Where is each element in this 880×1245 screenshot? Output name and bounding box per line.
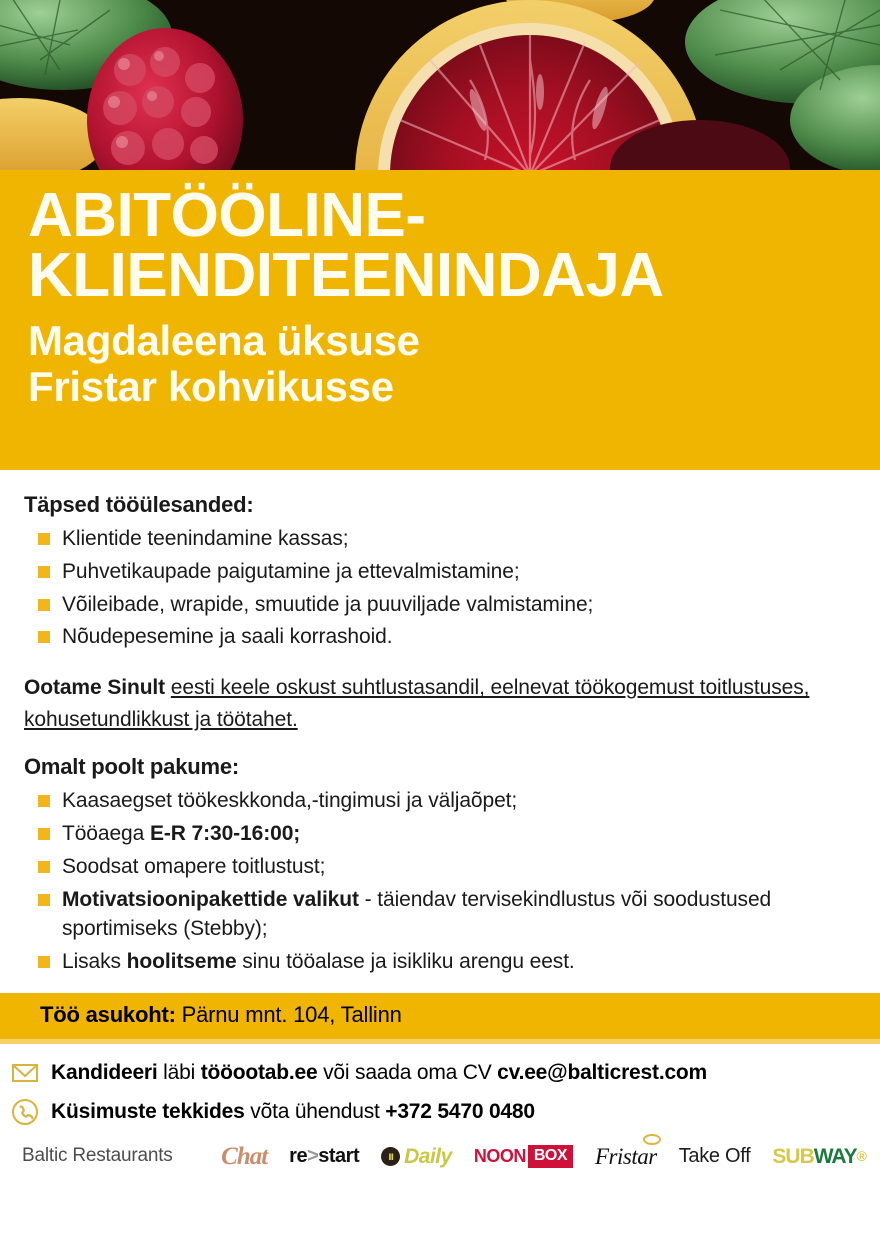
apply-row[interactable] <box>10 1058 870 1088</box>
expectations-lead: Ootame Sinult <box>24 676 166 700</box>
daily-cutlery-icon: ıı <box>381 1147 400 1166</box>
logo-restart-part2: start <box>318 1145 360 1168</box>
list-item-label: Võileibade, wrapide, smuutide ja puuviljade valmistamine; <box>62 592 594 616</box>
tasks-list <box>36 524 856 652</box>
fruit-photo-illustration <box>0 0 880 170</box>
logo-subway-part2: WAY <box>813 1144 857 1168</box>
phone-bold-1: Küsimuste tekkides <box>51 1100 245 1124</box>
body-content <box>0 470 880 977</box>
list-item-label: Nõudepesemine ja saali korrashoid. <box>62 625 393 649</box>
bullet-square-icon <box>38 861 50 873</box>
offer-pre: Soodsat omapere toitlustust; <box>62 854 326 878</box>
phone-number[interactable]: +372 5470 0480 <box>385 1100 535 1124</box>
phone-icon <box>10 1097 40 1127</box>
offer-list <box>36 786 856 977</box>
list-item <box>36 590 856 620</box>
apply-site-link[interactable]: tööootab.ee <box>200 1061 318 1085</box>
logo-subway-tick: ® <box>856 1148 866 1165</box>
list-item <box>36 622 856 652</box>
page-title-line2: KLIENDITEENINDAJA <box>28 241 664 311</box>
logo-fristar-label: Fristar <box>595 1143 657 1169</box>
offer-pre: Kaasaegset töökeskkonda,-tingimusi ja väljaõpet; <box>62 789 518 813</box>
logo-restart-sep: > <box>307 1145 319 1168</box>
logo-daily-label: Daily <box>404 1144 452 1168</box>
bullet-square-icon <box>38 566 50 578</box>
offer-heading: Omalt poolt pakume: <box>24 754 239 780</box>
logo-daily <box>381 1146 452 1167</box>
title-band <box>0 170 880 470</box>
tasks-heading: Täpsed tööülesanded: <box>24 492 254 517</box>
logo-restart-part1: re <box>289 1145 308 1168</box>
bullet-square-icon <box>38 533 50 545</box>
offer-post: sinu tööalase ja isikliku arengu eest. <box>236 950 575 974</box>
apply-text <box>51 1060 707 1085</box>
apply-email-link[interactable]: cv.ee@balticrest.com <box>497 1061 708 1085</box>
logo-noonbox <box>474 1145 573 1168</box>
apply-mid-2: või saada oma CV <box>317 1061 498 1085</box>
contact-section <box>0 1044 880 1127</box>
apply-bold-1: Kandideeri <box>51 1061 158 1085</box>
list-item <box>36 885 856 945</box>
bullet-square-icon <box>38 956 50 968</box>
offer-bold: Motivatsioonipakettide valikut <box>62 887 359 911</box>
offer-pre: Lisaks <box>62 950 127 974</box>
location-value: Pärnu mnt. 104, Tallinn <box>181 1001 402 1027</box>
logo-takeoff: Take Off <box>678 1145 751 1168</box>
location-label: Töö asukoht: <box>40 1001 176 1027</box>
bullet-square-icon <box>38 828 50 840</box>
phone-row[interactable] <box>10 1097 870 1127</box>
page-subtitle-line2: Fristar kohvikusse <box>28 362 394 410</box>
list-item <box>36 852 856 882</box>
brand-logo-strip <box>221 1144 866 1169</box>
list-item-label: Klientide teenindamine kassas; <box>62 527 349 550</box>
list-item <box>36 524 856 554</box>
logo-subway <box>772 1146 866 1167</box>
job-location-bar <box>0 993 880 1044</box>
logo-noonbox-part1: NOON <box>473 1146 526 1167</box>
list-item <box>36 819 856 849</box>
offer-pre: Tööaega <box>62 821 150 845</box>
bullet-square-icon <box>38 599 50 611</box>
phone-mid-1: võta ühendust <box>244 1100 386 1124</box>
steam-puff-icon <box>643 1134 661 1145</box>
list-item <box>36 947 856 977</box>
offer-bold: E-R 7:30-16:00; <box>149 821 301 845</box>
company-name: Baltic Restaurants <box>22 1145 173 1167</box>
envelope-icon <box>10 1058 40 1088</box>
hero-photo <box>0 0 880 170</box>
logo-noonbox-part2: BOX <box>528 1145 573 1168</box>
list-item <box>36 786 856 816</box>
page-title-line1: ABITÖÖLINE- <box>28 181 426 250</box>
spacer <box>24 736 856 754</box>
page-subtitle-line1: Magdaleena üksuse <box>28 317 420 365</box>
logo-restart <box>289 1146 359 1166</box>
footer-logos <box>0 1136 880 1179</box>
logo-chat: Chat <box>221 1142 268 1170</box>
bullet-square-icon <box>38 631 50 643</box>
apply-mid-1: läbi <box>157 1061 201 1085</box>
logo-subway-part1: SUB <box>772 1144 814 1168</box>
list-item-label: Puhvetikaupade paigutamine ja ettevalmistamine; <box>62 559 520 583</box>
expectations-text: eesti keele oskust suhtlustasandil, eelnevat töökogemust toitlustuses, kohusetundlikkust ja töötahet. <box>24 676 810 732</box>
offer-bold: hoolitseme <box>126 950 237 974</box>
list-item <box>36 557 856 587</box>
expectations-paragraph <box>24 672 856 736</box>
phone-text <box>51 1099 535 1124</box>
logo-fristar <box>595 1145 657 1168</box>
bullet-square-icon <box>38 894 50 906</box>
bullet-square-icon <box>38 795 50 807</box>
offer-post: - täiendav tervisekindlustus või soodustused sportimiseks (Stebby); <box>62 887 772 941</box>
